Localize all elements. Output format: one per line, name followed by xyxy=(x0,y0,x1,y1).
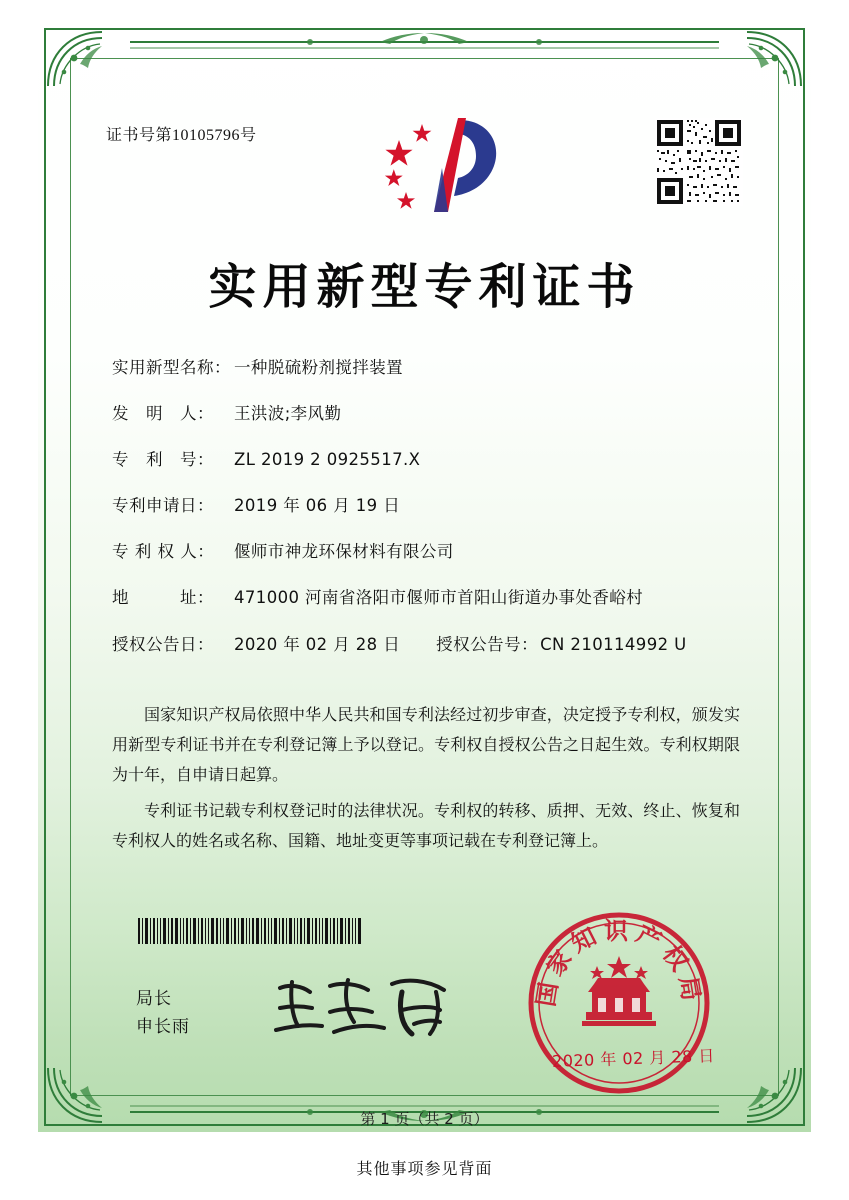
field-label-utility-model-name: 实用新型名称： xyxy=(112,358,231,377)
commissioner-name: 申长雨 xyxy=(136,1017,190,1037)
field-label-grant-date: 授权公告日： xyxy=(112,634,214,654)
field-label-grant-number: 授权公告号： xyxy=(436,634,539,654)
field-label-patent-number: 专 利 号： xyxy=(112,450,214,470)
certificate-number: 证书号第10105796号 xyxy=(106,127,257,144)
field-label-inventor: 发 明 人： xyxy=(112,404,214,424)
page-indicator: 第 1 页（共 2 页） xyxy=(360,1110,489,1128)
field-value-grant-number: CN 210114992 U xyxy=(540,634,687,654)
seal-date: 2020 年 02 月 28 日 xyxy=(551,1046,716,1071)
field-value-application-date: 2019 年 06 月 19 日 xyxy=(234,496,401,516)
qr-code xyxy=(655,118,743,206)
barcode xyxy=(138,918,362,944)
field-label-patentee: 专 利 权 人： xyxy=(112,542,215,562)
field-list xyxy=(112,356,742,679)
legal-text xyxy=(112,700,740,862)
svg-text:国家知识产权局: 国家知识产权局 xyxy=(531,917,707,1009)
signature-block xyxy=(136,985,190,1041)
field-row xyxy=(112,448,742,471)
field-value-utility-model-name: 一种脱硫粉剂搅拌装置 xyxy=(234,358,403,377)
field-row xyxy=(112,402,742,425)
field-row xyxy=(112,540,742,563)
field-value-address: 471000 河南省洛阳市偃师市首阳山街道办事处香峪村 xyxy=(234,588,644,608)
paragraph-2: 专利证书记载专利权登记时的法律状况。专利权的转移、质押、无效、终止、恢复和专利权人的姓名或名称、国籍、地址变更等事项记载在专利登记簿上。 xyxy=(112,801,740,850)
field-row xyxy=(112,494,742,517)
field-label-application-date: 专利申请日： xyxy=(112,496,214,516)
field-value-patent-number: ZL 2019 2 0925517.X xyxy=(234,450,421,470)
field-row xyxy=(112,586,742,609)
paragraph-1: 国家知识产权局依照中华人民共和国专利法经过初步审查，决定授予专利权，颁发实用新型专利证书并在专利登记簿上予以登记。专利权自授权公告之日起生效。专利权期限为十年，自申请日起算。 xyxy=(112,705,740,784)
cnipa-logo xyxy=(370,108,520,228)
field-row-grant xyxy=(112,633,742,656)
handwritten-signature xyxy=(268,968,468,1048)
page-title: 实用新型专利证书 xyxy=(208,259,641,315)
field-value-inventor: 王洪波;李风勤 xyxy=(234,404,342,424)
field-value-patentee: 偃师市神龙环保材料有限公司 xyxy=(234,542,454,562)
border-ornament-top xyxy=(130,28,719,58)
back-side-note: 其他事项参见背面 xyxy=(356,1159,493,1178)
field-row xyxy=(112,356,742,379)
field-value-grant-date: 2020 年 02 月 28 日 xyxy=(234,634,401,654)
commissioner-title: 局长 xyxy=(136,989,172,1009)
field-label-address: 地 址： xyxy=(112,588,214,608)
